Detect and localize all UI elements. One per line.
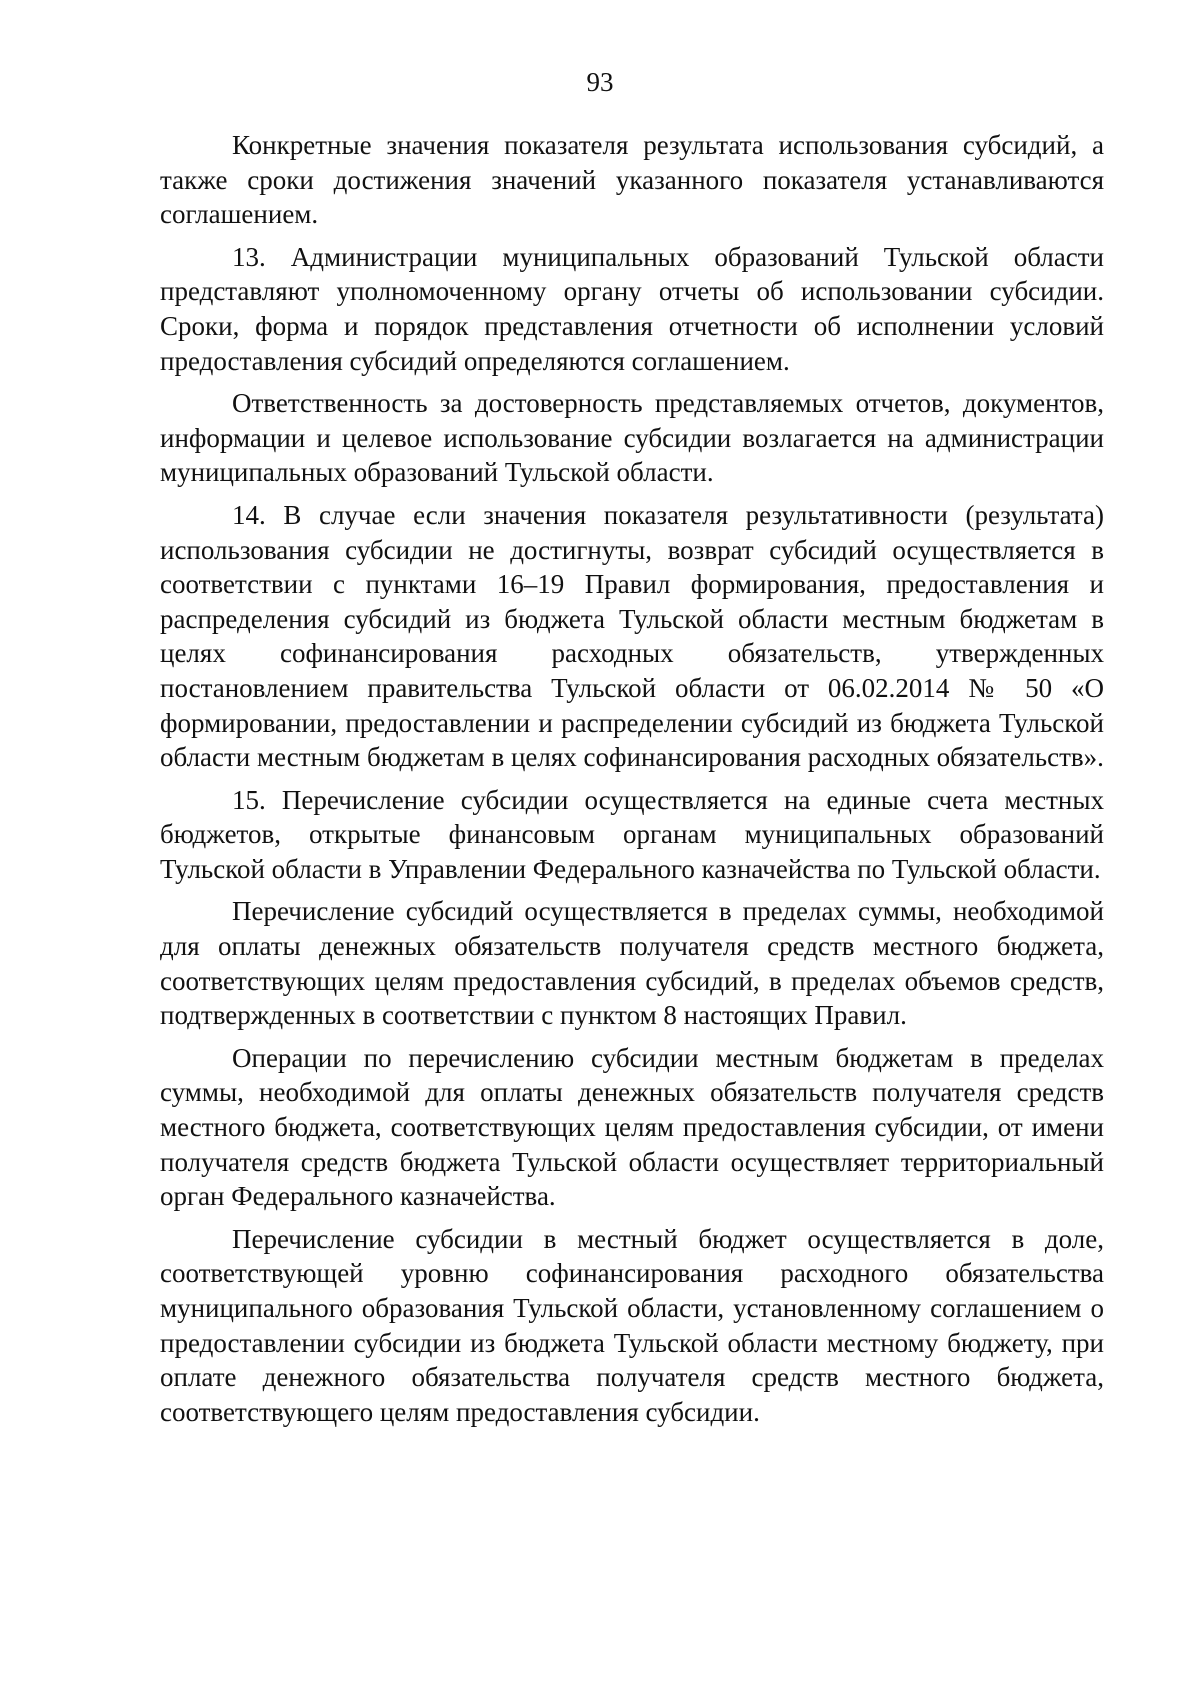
paragraph-item-14: 14. В случае если значения показателя результативности (результата) использования субсидии не достигнуты, возврат субсидий осуществляется в соответствии с пунктами 16–19 Правил формирования, предоставления и распределения субсидий из бюджета Тульской области местным бюджетам в целях софинансирования расходных обязательств, утвержденных постановлением правительства Тульской области от 06.02.2014 № 50 «О формировании, предоставлении и распределении субсидий из бюджета Тульской области местным бюджетам в целях софинансирования расходных обязательств».	[160, 499, 1104, 773]
paragraph-item-15: 15. Перечисление субсидии осуществляется на единые счета местных бюджетов, открытые финансовым органам муниципальных образований Тульской области в Управлении Федерального казначейства по Тульской области.	[160, 784, 1104, 884]
document-body	[160, 128, 1104, 1429]
paragraph-results-indicator: Конкретные значения показателя результата использования субсидий, а также сроки достижения значений указанного показателя устанавливаются соглашением.	[160, 130, 1104, 230]
paragraph-item-13: 13. Администрации муниципальных образований Тульской области представляют уполномоченному органу отчеты об использовании субсидии. Сроки, форма и порядок представления отчетности об исполнении условий предоставления субсидий определяются соглашением.	[160, 241, 1104, 376]
paragraph-responsibility: Ответственность за достоверность представляемых отчетов, документов, информации и целевое использование субсидии возлагается на администрации муниципальных образований Тульской области.	[160, 388, 1104, 488]
paragraph-cofinancing-share: Перечисление субсидии в местный бюджет осуществляется в доле, соответствующей уровню софинансирования расходного обязательства муниципального образования Тульской области, установленному соглашением о предоставлении субсидии из бюджета Тульской области местному бюджету, при оплате денежного обязательства получателя средств местного бюджета, соответствующего целям предоставления субсидии.	[160, 1223, 1104, 1427]
page-number: 93	[586, 67, 614, 97]
paragraph-treasury-operations: Операции по перечислению субсидии местным бюджетам в пределах суммы, необходимой для оплаты денежных обязательств получателя средств местного бюджета, соответствующих целям предоставления субсидии, от имени получателя средств бюджета Тульской области осуществляет территориальный орган Федерального казначейства.	[160, 1042, 1104, 1212]
paragraph-transfer-limits: Перечисление субсидий осуществляется в пределах суммы, необходимой для оплаты денежных обязательств получателя средств местного бюджета, соответствующих целям предоставления субсидий, в пределах объемов средств, подтвержденных в соответствии с пунктом 8 настоящих Правил.	[160, 896, 1104, 1031]
